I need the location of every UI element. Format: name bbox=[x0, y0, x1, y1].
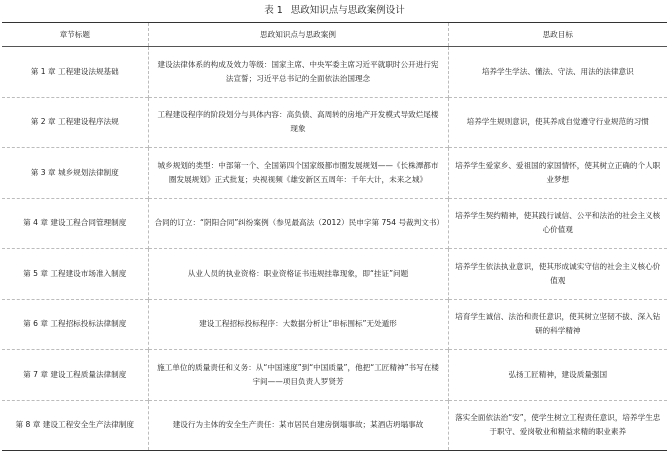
cell-points: 合同的订立：“阴阳合同”纠纷案例（参见最高法（2012）民申字第 754 号裁判文书） bbox=[148, 198, 448, 249]
cell-points: 建设行为主体的安全生产责任：某市居民自建房倒塌事故；某酒店坍塌事故 bbox=[148, 400, 448, 451]
table-row bbox=[2, 198, 667, 249]
table-header-row bbox=[2, 23, 667, 47]
table-row bbox=[2, 400, 667, 451]
table-row bbox=[2, 47, 667, 98]
cell-points: 建设法律体系的构成及效力等级：国家主席、中央军委主席习近平就职时公开进行宪法宣誓；习近平总书记的全面依法治国理念 bbox=[148, 47, 448, 98]
table-row bbox=[2, 299, 667, 350]
table-caption bbox=[2, 0, 667, 22]
cell-points: 城乡规划的类型：中部第一个、全国第四个国家级都市圈发展规划——《长株潭都市圈发展规划》正式批复；央视视频《雄安新区五周年：千年大计，未来之城》 bbox=[148, 148, 448, 199]
table-row bbox=[2, 350, 667, 401]
table-row bbox=[2, 249, 667, 300]
header-chapter: 章节标题 bbox=[2, 23, 148, 47]
cell-chapter: 第 3 章 城乡规划法律制度 bbox=[2, 148, 148, 199]
table-row bbox=[2, 148, 667, 199]
cell-goal: 培养学生爱家乡、爱祖国的家国情怀，使其树立正确的个人职业梦想 bbox=[455, 160, 661, 184]
cell-chapter: 第 1 章 工程建设法规基础 bbox=[2, 47, 148, 98]
table-row bbox=[2, 97, 667, 148]
cell-goal: 弘扬工匠精神，建设质量强国 bbox=[508, 369, 608, 379]
cell-points: 工程建设程序的阶段划分与具体内容：高负债、高周转的房地产开发模式导致烂尾楼现象 bbox=[148, 97, 448, 148]
header-points: 思政知识点与思政案例 bbox=[148, 23, 448, 47]
cell-goal: 培育学生诚信、法治和责任意识，使其树立坚韧不拔、深入钻研的科学精神 bbox=[455, 312, 661, 336]
cell-chapter: 第 4 章 建设工程合同管理制度 bbox=[2, 198, 148, 249]
header-goal: 思政目标 bbox=[542, 29, 573, 39]
cell-points: 施工单位的质量责任和义务：从“中国速度”到“中国质量”，他把“工匠精神”书写在楼宇间——项目负责人罗贤芳 bbox=[148, 350, 448, 401]
cell-goal: 培养学生契约精神，使其践行诚信、公平和法治的社会主义核心价值观 bbox=[455, 211, 661, 235]
cell-goal: 培养学生依法执业意识，使其形成诚实守信的社会主义核心价值观 bbox=[455, 261, 661, 285]
cell-chapter: 第 5 章 工程建设市场准入制度 bbox=[2, 249, 148, 300]
cell-goal: 培养学生规则意识，使其养成自觉遵守行业规范的习惯 bbox=[466, 117, 649, 127]
cell-points: 建设工程招标投标程序：大数据分析让“串标围标”无处遁形 bbox=[148, 299, 448, 350]
cell-chapter: 第 7 章 建设工程质量法律制度 bbox=[2, 350, 148, 401]
cell-points: 从业人员的执业资格：职业资格证书违规挂靠现象，即“挂证”问题 bbox=[148, 249, 448, 300]
table-caption-title: 思政知识点与思政案例设计 bbox=[290, 5, 405, 16]
cell-chapter: 第 2 章 工程建设程序法规 bbox=[2, 97, 148, 148]
cell-chapter: 第 8 章 建设工程安全生产法律制度 bbox=[2, 400, 148, 451]
cell-goal: 培养学生学法、懂法、守法、用法的法律意识 bbox=[481, 66, 634, 76]
curriculum-table bbox=[2, 22, 667, 451]
cell-goal: 落实全面依法治“安”，使学生树立工程责任意识，培养学生忠于职守、爱岗敬业和精益求精的职业素养 bbox=[455, 413, 661, 437]
cell-chapter: 第 6 章 工程招标投标法律制度 bbox=[2, 299, 148, 350]
table-caption-number: 表 1 bbox=[264, 5, 283, 16]
